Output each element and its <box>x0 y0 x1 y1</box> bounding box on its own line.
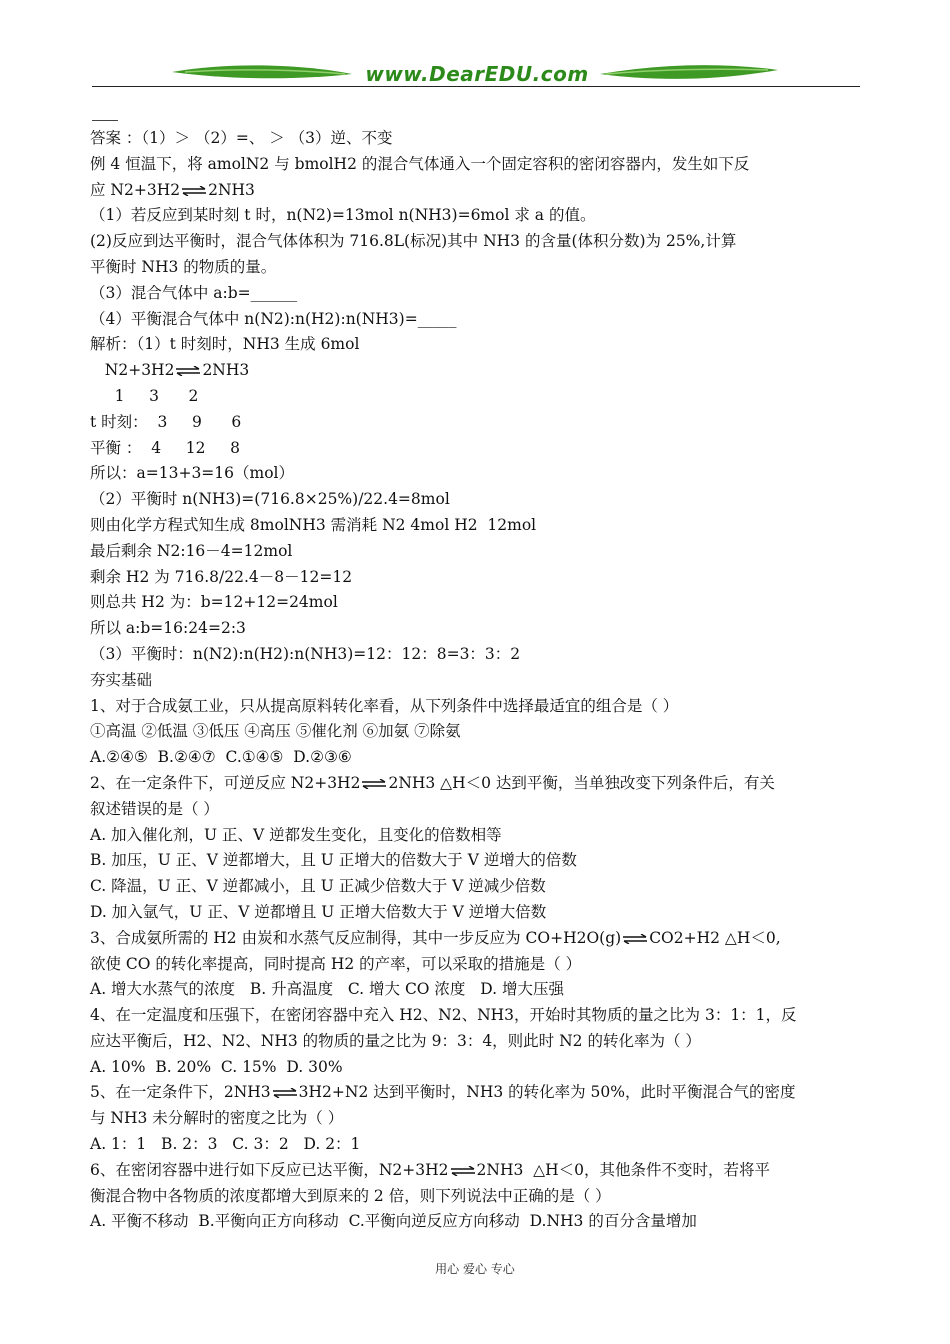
text-line: A. 平衡不移动 B.平衡向正方向移动 C.平衡向逆反应方向移动 D.NH3 的百分含量增加 <box>90 1212 697 1231</box>
text-line: 6、在密闭容器中进行如下反应已达平衡，N2+3H2 2NH3 △H＜0，其他条件不变时，若将平 <box>90 1160 770 1179</box>
text-line: A. 增大水蒸气的浓度 B. 升高温度 C. 增大 CO 浓度 D. 增大压强 <box>90 980 564 999</box>
text-line: 最后剩余 N2:16－4=12mol <box>90 541 293 560</box>
text-line: B. 加压，U 正、V 逆都增大，且 U 正增大的倍数大于 V 逆增大的倍数 <box>90 851 577 870</box>
text-line: 则由化学方程式知生成 8molNH3 需消耗 N2 4mol H2 12mol <box>90 515 537 534</box>
text-line: （3）混合气体中 a:b=______ <box>90 283 298 302</box>
text-line: 则总共 H2 为：b=12+12=24mol <box>90 593 338 612</box>
text-line: A. 1：1 B. 2：3 C. 3：2 D. 2：1 <box>90 1135 361 1154</box>
text-line: 剩余 H2 为 716.8/22.4－8－12=12 <box>90 567 353 586</box>
text-line: 解析：（1）t 时刻时，NH3 生成 6mol <box>90 335 360 354</box>
document-body <box>90 126 865 1235</box>
short-rule <box>92 120 118 121</box>
text-line: A. 加入催化剂，U 正、V 逆都发生变化，且变化的倍数相等 <box>90 825 502 844</box>
text-line: 应达平衡后，H2、N2、NH3 的物质的量之比为 9：3：4，则此时 N2 的转化率为（ ） <box>90 1031 701 1050</box>
text-line: A. 10% B. 20% C. 15% D. 30% <box>90 1057 343 1076</box>
text-line: 例 4 恒温下，将 amolN2 与 bmolH2 的混合气体通入一个固定容积的密闭容器内，发生如下反 <box>90 154 750 173</box>
text-line: 1 3 2 <box>90 386 199 405</box>
text-line: 所以 a:b=16:24=2:3 <box>90 619 246 638</box>
text-line: t 时刻： 3 9 6 <box>90 412 242 431</box>
text-line: 答案 ：（1）＞ （2）=、 ＞ （3）逆、不变 <box>90 129 393 147</box>
text-line: 衡混合物中各物质的浓度都增大到原来的 2 倍，则下列说法中正确的是（ ） <box>90 1186 611 1205</box>
text-line: 1、对于合成氨工业，只从提高原料转化率看，从下列条件中选择最适宜的组合是（ ） <box>90 696 679 715</box>
text-line: 4、在一定温度和压强下，在密闭容器中充入 H2、N2、NH3，开始时其物质的量之比为 3：1：1，反 <box>90 1006 797 1025</box>
text-line: 叙述错误的是（ ） <box>90 799 219 818</box>
text-line: D. 加入氩气，U 正、V 逆都增且 U 正增大倍数大于 V 逆增大倍数 <box>90 902 547 921</box>
text-line: A.②④⑤ B.②④⑦ C.①④⑤ D.②③⑥ <box>90 748 352 767</box>
text-line: 平衡时 NH3 的物质的量。 <box>90 257 277 276</box>
text-line: 应 N2+3H2 2NH3 <box>90 180 255 199</box>
page-header <box>0 0 950 100</box>
text-line: N2+3H2 2NH3 <box>90 361 250 380</box>
text-line: 与 NH3 未分解时的密度之比为（ ） <box>90 1109 344 1128</box>
text-line: （2）平衡时 n(NH3)=(716.8×25%)/22.4=8mol <box>90 490 450 509</box>
site-name[interactable]: www.DearEDU.com <box>365 62 589 86</box>
equilibrium-arrow-icon <box>450 1166 476 1176</box>
text-line: 5、在一定条件下，2NH3 3H2+N2 达到平衡时，NH3 的转化率为 50%，此时平衡混合气的密度 <box>90 1083 796 1102</box>
text-line: （3）平衡时：n(N2):n(H2):n(NH3)=12：12：8=3：3：2 <box>90 644 521 663</box>
text-line: 夯实基础 <box>90 670 153 689</box>
text-line: C. 降温，U 正、V 逆都减小，且 U 正减少倍数大于 V 逆减少倍数 <box>90 877 546 896</box>
text-line: 欲使 CO 的转化率提高，同时提高 H2 的产率，可以采取的措施是（ ） <box>90 954 582 973</box>
text-line: 所以：a=13+3=16（mol） <box>90 464 294 483</box>
text-line: ①高温 ②低温 ③低压 ④高压 ⑤催化剂 ⑥加氨 ⑦除氨 <box>90 722 461 741</box>
text-line: （4）平衡混合气体中 n(N2):n(H2):n(NH3)=_____ <box>90 309 457 328</box>
equilibrium-arrow-icon <box>622 934 648 944</box>
text-line: (2)反应到达平衡时，混合气体体积为 716.8L(标况)其中 NH3 的含量(体积分数)为 25%,计算 <box>90 232 737 251</box>
equilibrium-arrow-icon <box>272 1088 298 1098</box>
text-line: 2、在一定条件下，可逆反应 N2+3H2 2NH3 △H＜0 达到平衡，当单独改变下列条件后，有关 <box>90 773 775 792</box>
equilibrium-arrow-icon <box>181 186 207 196</box>
text-line: （1）若反应到某时刻 t 时，n(N2)=13mol n(NH3)=6mol 求 a 的值。 <box>90 206 596 225</box>
header-rule <box>92 86 860 87</box>
equilibrium-arrow-icon <box>175 366 201 376</box>
text-line: 平衡 ： 4 12 8 <box>90 438 240 457</box>
equilibrium-arrow-icon <box>361 779 387 789</box>
page-footer: 用心 爱心 专心 <box>435 1262 515 1276</box>
text-line: 3、合成氨所需的 H2 由炭和水蒸气反应制得，其中一步反应为 CO+H2O(g) CO2+H2 △H＜0, <box>90 928 781 947</box>
